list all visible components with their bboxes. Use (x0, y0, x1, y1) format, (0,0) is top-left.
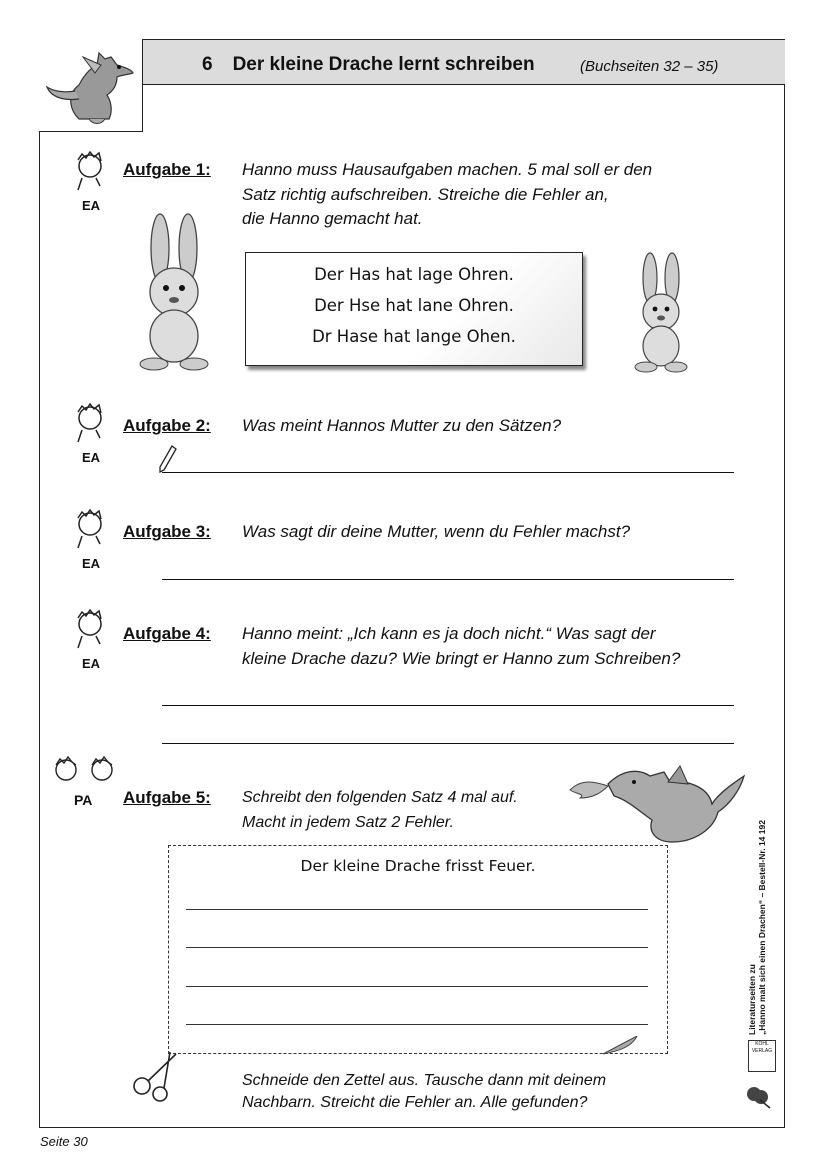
cut-out-slip[interactable] (168, 845, 668, 1054)
answer-line[interactable] (162, 579, 734, 580)
task-2-text: Was meint Hannos Mutter zu den Sätzen? (242, 416, 562, 435)
publisher-logo: KOHL VERLAG (748, 1040, 776, 1072)
sentence-box (245, 252, 583, 366)
student-icon (70, 150, 114, 205)
model-sentence: Der kleine Drache frisst Feuer. (300, 857, 536, 875)
student-icon (70, 508, 114, 563)
task-5-label: Aufgabe 5: (123, 788, 211, 807)
answer-line[interactable] (162, 705, 734, 706)
answer-line[interactable] (162, 472, 734, 473)
faulty-sentence: Dr Hase hat lange Ohen. (312, 327, 516, 346)
task-5-text: Schreibt den folgenden Satz 4 mal auf. Macht in jedem Satz 2 Fehler. (242, 789, 518, 831)
task-2-label: Aufgabe 2: (123, 416, 211, 435)
book-pages-note: (Buchseiten 32 – 35) (580, 58, 719, 75)
faulty-sentence: Der Hse hat lane Ohren. (314, 296, 514, 315)
write-line[interactable] (186, 1024, 648, 1025)
ea-badge: EA (82, 198, 101, 213)
pa-badge: PA (74, 792, 93, 808)
task-4-text: Hanno meint: „Ich kann es ja doch nicht.“ Was sagt der kleine Drache dazu? Wie bringt er Hanno zum Schreiben? (242, 624, 681, 668)
task-1-text: Hanno muss Hausaufgaben machen. 5 mal soll er den Satz richtig aufschreiben. Streiche die Fehler an, die Hanno gemacht hat. (242, 160, 653, 228)
student-icon (70, 402, 114, 457)
partner-students-icon (50, 756, 120, 797)
student-icon (70, 608, 114, 663)
ea-badge: EA (82, 450, 101, 465)
write-line[interactable] (186, 909, 648, 910)
ea-badge: EA (82, 556, 101, 571)
task-3-label: Aufgabe 3: (123, 522, 211, 541)
task-1-label: Aufgabe 1: (123, 160, 211, 179)
scissors-icon[interactable] (130, 1050, 180, 1107)
bunny-icon (628, 252, 694, 379)
pencil-icon (158, 444, 178, 479)
publisher-imprint: Literaturseiten zu „Hanno malt sich einen Drachen“ – Bestell-Nr. 14 192 (747, 820, 767, 1035)
page-title: 6 Der kleine Drache lernt schreiben (202, 54, 535, 75)
dragon-icon (39, 39, 139, 129)
tree-icon (744, 1084, 774, 1115)
fire-dragon-icon (568, 764, 748, 851)
bunny-icon (130, 212, 220, 377)
task-4-label: Aufgabe 4: (123, 624, 211, 643)
ea-badge: EA (82, 656, 101, 671)
write-line[interactable] (186, 986, 648, 987)
answer-line[interactable] (162, 743, 734, 744)
page-number: Seite 30 (40, 1134, 88, 1149)
task-5-instructions: Schneide den Zettel aus. Tausche dann mit deinem Nachbarn. Streicht die Fehler an. Alle gefunden? (242, 1072, 607, 1111)
header-dragon-box (39, 39, 143, 132)
faulty-sentence: Der Has hat lage Ohren. (314, 265, 514, 284)
write-line[interactable] (186, 947, 648, 948)
task-3-text: Was sagt dir deine Mutter, wenn du Fehler machst? (242, 522, 631, 541)
paper-curl (603, 1036, 643, 1061)
